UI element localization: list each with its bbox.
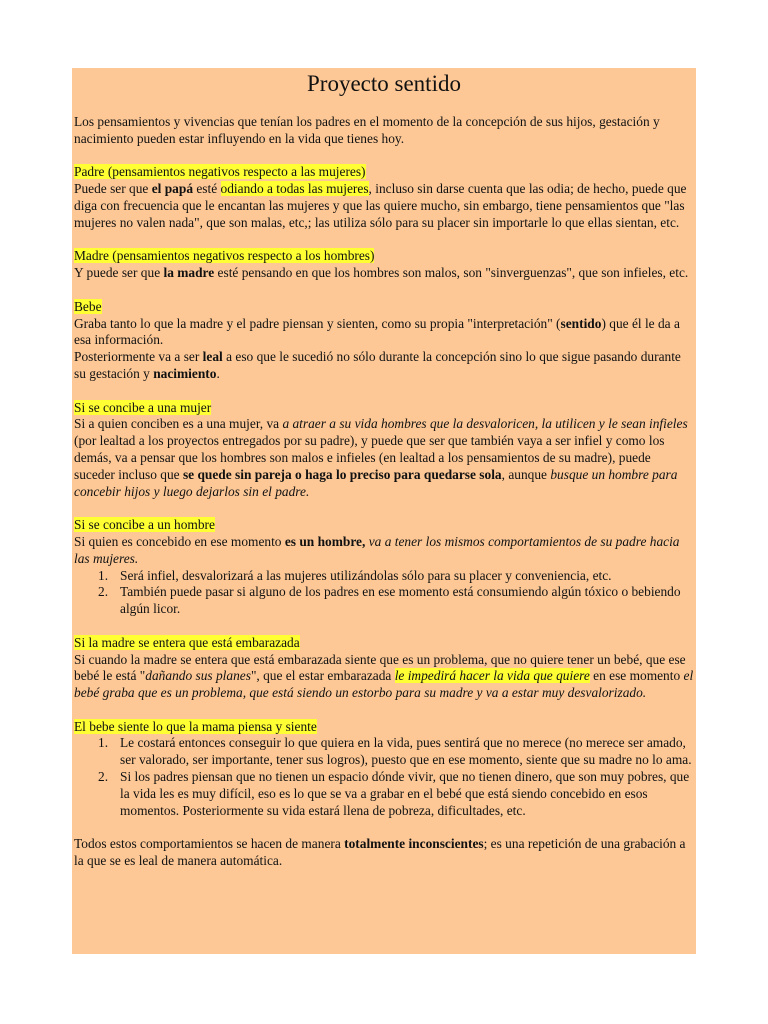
padre-text-1: Puede ser que <box>74 181 152 197</box>
padre-text-3: , incluso sin darse cuenta que las odia; de hecho, puede que diga con frecuencia que le encantan las mujeres y que las quiere mucho, sin embargo, tiene pensamientos que "las mujeres no valen nada", que son malas, etc,; las utiliza sólo para su placer sin importarle lo que ellas sientan, etc. <box>74 181 687 230</box>
bebe-text-4: a eso que le sucedió no sólo durante la concepción sino lo que sigue pasando durante su gestación y <box>74 349 681 381</box>
bebe-text-3: Posteriormente va a ser <box>74 349 203 365</box>
list-item <box>74 568 694 585</box>
mujer-bold-1: se quede sin pareja o haga lo preciso para quedarse sola <box>182 466 502 482</box>
mujer-italic-1: a atraer a su vida hombres que la desvaloricen, la utilicen y le sean infieles <box>282 416 688 432</box>
section-hombre <box>74 517 694 567</box>
hombre-list <box>74 568 694 618</box>
conclusion-bold-1: totalmente inconscientes <box>344 836 484 852</box>
list-number: 2. <box>98 769 109 785</box>
list-number: 2. <box>98 584 109 600</box>
heading-mujer: Si se concibe a una mujer <box>74 399 212 415</box>
conclusion-text-1: Todos estos comportamientos se hacen de manera <box>74 836 345 852</box>
heading-siente: El bebe siente lo que la mama piensa y siente <box>74 718 317 734</box>
padre-bold-1: el papá <box>151 181 194 197</box>
heading-madre: Madre (pensamientos negativos respecto a los hombres) <box>74 248 375 264</box>
heading-bebe: Bebe <box>74 298 102 314</box>
madre-text-2: esté pensando en que los hombres son malos, son "sinverguenzas", que son infieles, etc. <box>214 265 689 281</box>
siente-list <box>74 735 694 819</box>
embarazada-italic-1: dañando sus planes <box>145 668 251 684</box>
list-item-text: Será infiel, desvalorizará a las mujeres utilizándolas sólo para su placer y conveniencia, etc. <box>120 567 612 583</box>
list-item-text: También puede pasar si alguno de los padres en ese momento está consumiendo algún tóxico o bebiendo algún licor. <box>120 584 681 617</box>
list-item <box>74 584 694 618</box>
list-item-text: Le costará entonces conseguir lo que quiera en la vida, pues sentirá que no merece (no merece ser amado, ser valorado, ser importante, tener sus logros), puesto que en ese momento, siente que su madre no lo ama. <box>120 735 692 768</box>
embarazada-text-1: Si cuando la madre se entera que está embarazada siente que es un problema, que no quiere tener un bebé, que ese bebé le está " <box>74 651 686 684</box>
list-number: 1. <box>98 567 109 583</box>
madre-text-1: Y puede ser que <box>74 265 164 281</box>
section-padre <box>74 164 694 231</box>
mujer-text-1: Si a quien conciben es a una mujer, va <box>74 416 283 432</box>
section-siente <box>74 719 694 736</box>
mujer-italic-2: busque un hombre para concebir hijos y luego dejarlos sin el padre. <box>74 466 678 499</box>
padre-text-2: esté <box>193 181 221 197</box>
bebe-bold-3: nacimiento <box>153 365 217 381</box>
intro-paragraph: Los pensamientos y vivencias que tenían los padres en el momento de la concepción de sus hijos, gestación y nacimiento pueden estar influyendo en la vida que tienes hoy. <box>74 114 660 146</box>
madre-bold-1: la madre <box>163 265 215 281</box>
list-item <box>74 769 694 819</box>
embarazada-highlight-italic: le impedirá hacer la vida que quiere <box>394 668 590 684</box>
conclusion-paragraph <box>74 836 694 870</box>
section-mujer <box>74 400 694 501</box>
document-page <box>72 68 696 954</box>
hombre-italic-1: va a tener los mismos comportamientos de su padre hacia las mujeres. <box>74 533 680 566</box>
bebe-text-2: ) que él le da a esa información. <box>74 315 680 348</box>
embarazada-text-2: ", que el estar embarazada <box>250 668 395 684</box>
hombre-bold-1: es un hombre, <box>284 533 366 549</box>
hombre-text-1: Si quien es concebido en ese momento <box>74 533 285 549</box>
list-number: 1. <box>98 735 109 751</box>
padre-highlight-1: odiando a todas las mujeres <box>220 181 369 197</box>
document-title: Proyecto sentido <box>307 71 461 96</box>
mujer-text-2: (por lealtad a los proyectos entregados por su padre), y puede que ser que también vaya a ser infiel y como los demás, va a pensar que los hombres son malos e infieles (en lealtad a los pensamientos de su madre), puede suceder incluso que <box>74 433 665 482</box>
section-bebe <box>74 299 694 383</box>
conclusion-text-2: ; es una repetición de una grabación a la que se es leal de manera automática. <box>74 836 686 869</box>
list-item <box>74 735 694 769</box>
bebe-text-5: . <box>216 365 220 381</box>
heading-hombre: Si se concibe a un hombre <box>74 517 215 533</box>
bebe-bold-1: sentido <box>560 315 602 331</box>
embarazada-italic-2: el bebé graba que es un problema, que está siendo un estorbo para su madre y va a estar muy desvalorizado. <box>74 668 694 701</box>
heading-padre: Padre (pensamientos negativos respecto a las mujeres) <box>74 164 366 180</box>
embarazada-text-3: en ese momento <box>589 668 684 684</box>
heading-embarazada: Si la madre se entera que está embarazada <box>74 634 300 650</box>
mujer-text-3: , aunque <box>501 466 551 482</box>
section-embarazada <box>74 635 694 702</box>
section-madre <box>74 248 694 282</box>
bebe-text-1: Graba tanto lo que la madre y el padre piensan y sienten, como su propia "interpretación" ( <box>74 315 561 331</box>
bebe-bold-2: leal <box>202 349 223 365</box>
list-item-text: Si los padres piensan que no tienen un espacio dónde vivir, que no tienen dinero, que son muy pobres, que la vida les es muy difícil, eso es lo que se va a grabar en el bebé que está siendo concebido en esos momentos. Posteriormente su vida estará llena de pobreza, dificultades, etc. <box>120 769 690 818</box>
